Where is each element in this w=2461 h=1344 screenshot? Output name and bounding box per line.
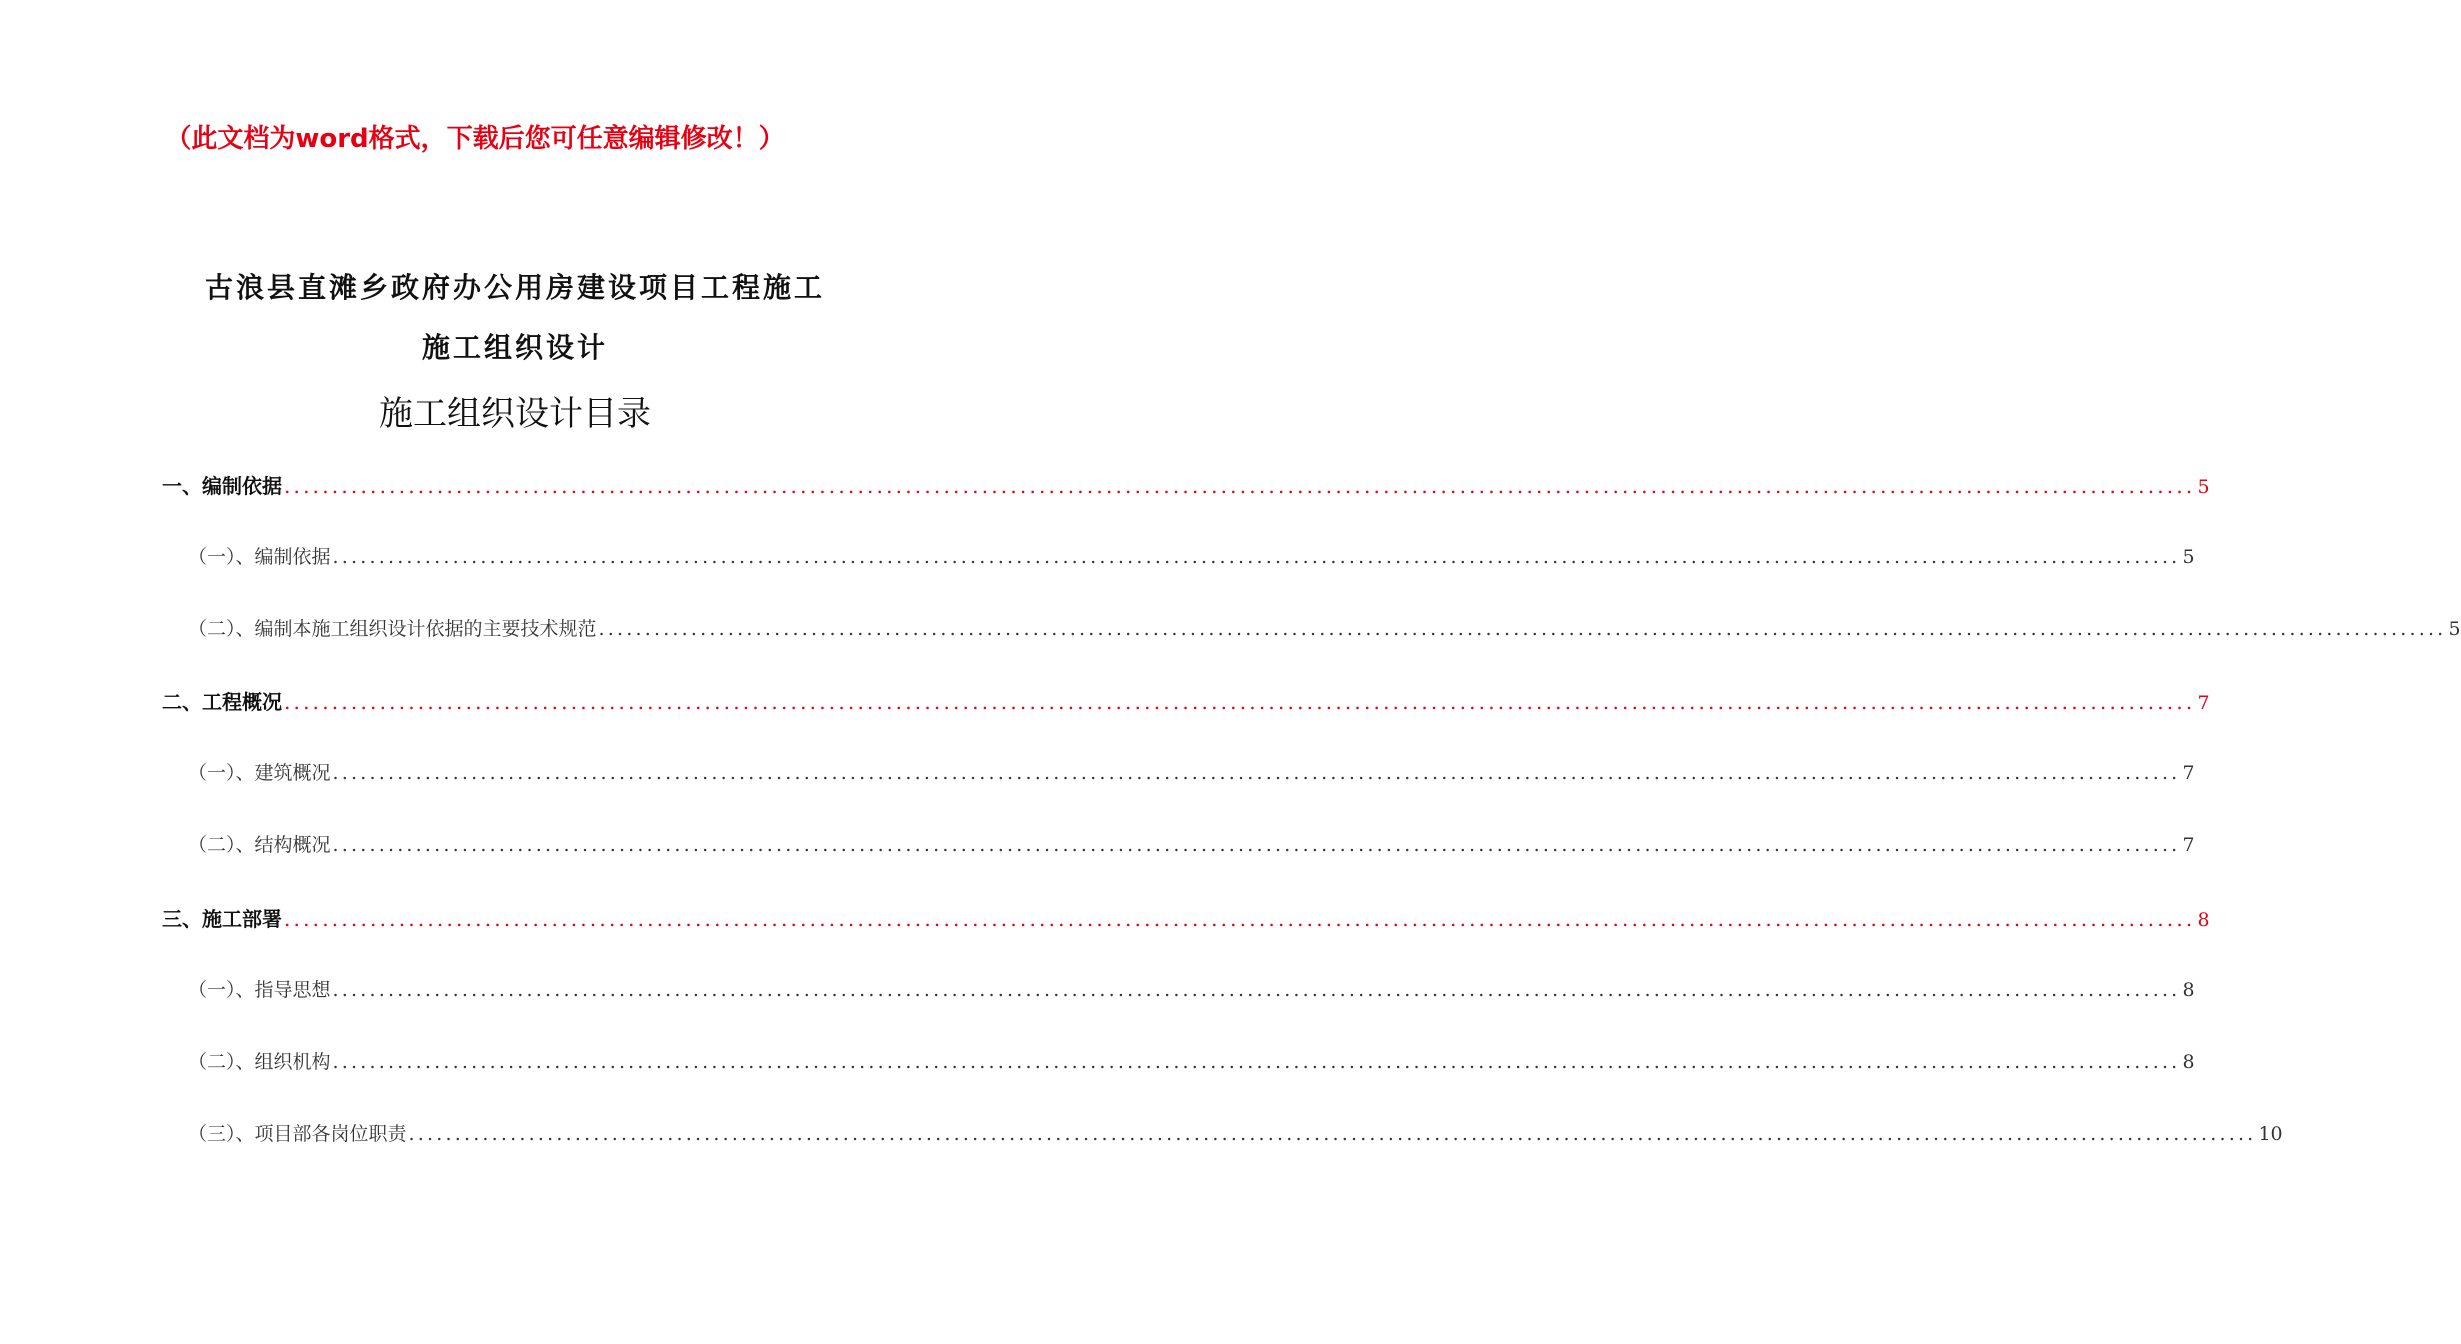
toc-entry-page: 5 <box>2182 546 2195 568</box>
document-subtitle: 施工组织设计 <box>421 331 608 364</box>
toc-entry-page: 7 <box>2182 834 2195 856</box>
toc-entry-number: 三、 <box>162 907 202 931</box>
toc-entry-label: 施工部署 <box>202 907 282 931</box>
toc-entry-3-3[interactable] <box>188 1119 2283 1149</box>
toc-entry-page: 5 <box>2197 476 2210 498</box>
toc-dot-leader: ........................................................................................................................................................................................................ <box>332 762 2181 784</box>
toc-entry-1[interactable] <box>162 470 2210 500</box>
toc-dot-leader: ........................................................................................................................................................................................................ <box>332 1051 2181 1073</box>
toc-dot-leader: ........................................................................................................................................................................................................ <box>408 1123 2257 1145</box>
toc-entry-page: 8 <box>2182 979 2195 1001</box>
toc-dot-leader: ........................................................................................................................................................................................................ <box>332 834 2181 856</box>
toc-entry-page: 8 <box>2182 1051 2195 1073</box>
toc-entry-label: （二）、结构概况 <box>188 834 331 856</box>
toc-entry-page: 7 <box>2197 692 2210 714</box>
toc-dot-leader: ........................................................................................................................................................................................................ <box>284 690 2196 714</box>
toc-entry-label: （一）、指导思想 <box>188 979 331 1001</box>
toc-entry-1-2[interactable] <box>188 614 2461 644</box>
toc-entry-number: 二、 <box>162 690 202 714</box>
toc-entry-label: （二）、组织机构 <box>188 1051 331 1073</box>
toc-entry-number: 一、 <box>162 474 202 498</box>
toc-entry-3[interactable] <box>162 903 2210 933</box>
download-notice: （此文档为word格式，下载后您可任意编辑修改！） <box>165 124 785 154</box>
toc-dot-leader: ........................................................................................................................................................................................................ <box>284 474 2196 498</box>
toc-entry-label: 工程概况 <box>202 690 282 714</box>
toc-entry-page: 5 <box>2448 618 2461 640</box>
toc-heading: 施工组织设计目录 <box>379 394 651 434</box>
toc-entry-2[interactable] <box>162 686 2210 716</box>
toc-entry-label: 编制依据 <box>202 474 282 498</box>
toc-entry-page: 10 <box>2258 1123 2283 1145</box>
toc-entry-label: （三）、项目部各岗位职责 <box>188 1123 407 1145</box>
toc-entry-label: （二）、编制本施工组织设计依据的主要技术规范 <box>188 618 597 640</box>
document-title: 古浪县直滩乡政府办公用房建设项目工程施工 <box>204 271 825 304</box>
toc-entry-page: 7 <box>2182 762 2195 784</box>
toc-entry-1-1[interactable] <box>188 542 2195 572</box>
toc-dot-leader: ........................................................................................................................................................................................................ <box>284 907 2196 931</box>
toc-entry-3-2[interactable] <box>188 1047 2195 1077</box>
toc-dot-leader: ........................................................................................................................................................................................................ <box>332 979 2181 1001</box>
toc-dot-leader: ........................................................................................................................................................................................................ <box>598 618 2447 640</box>
toc-entry-2-1[interactable] <box>188 758 2195 788</box>
toc-dot-leader: ........................................................................................................................................................................................................ <box>332 546 2181 568</box>
toc-entry-label: （一）、建筑概况 <box>188 762 331 784</box>
toc-entry-page: 8 <box>2197 909 2210 931</box>
toc-entry-2-2[interactable] <box>188 830 2195 860</box>
toc-entry-3-1[interactable] <box>188 975 2195 1005</box>
toc-entry-label: （一）、编制依据 <box>188 546 331 568</box>
